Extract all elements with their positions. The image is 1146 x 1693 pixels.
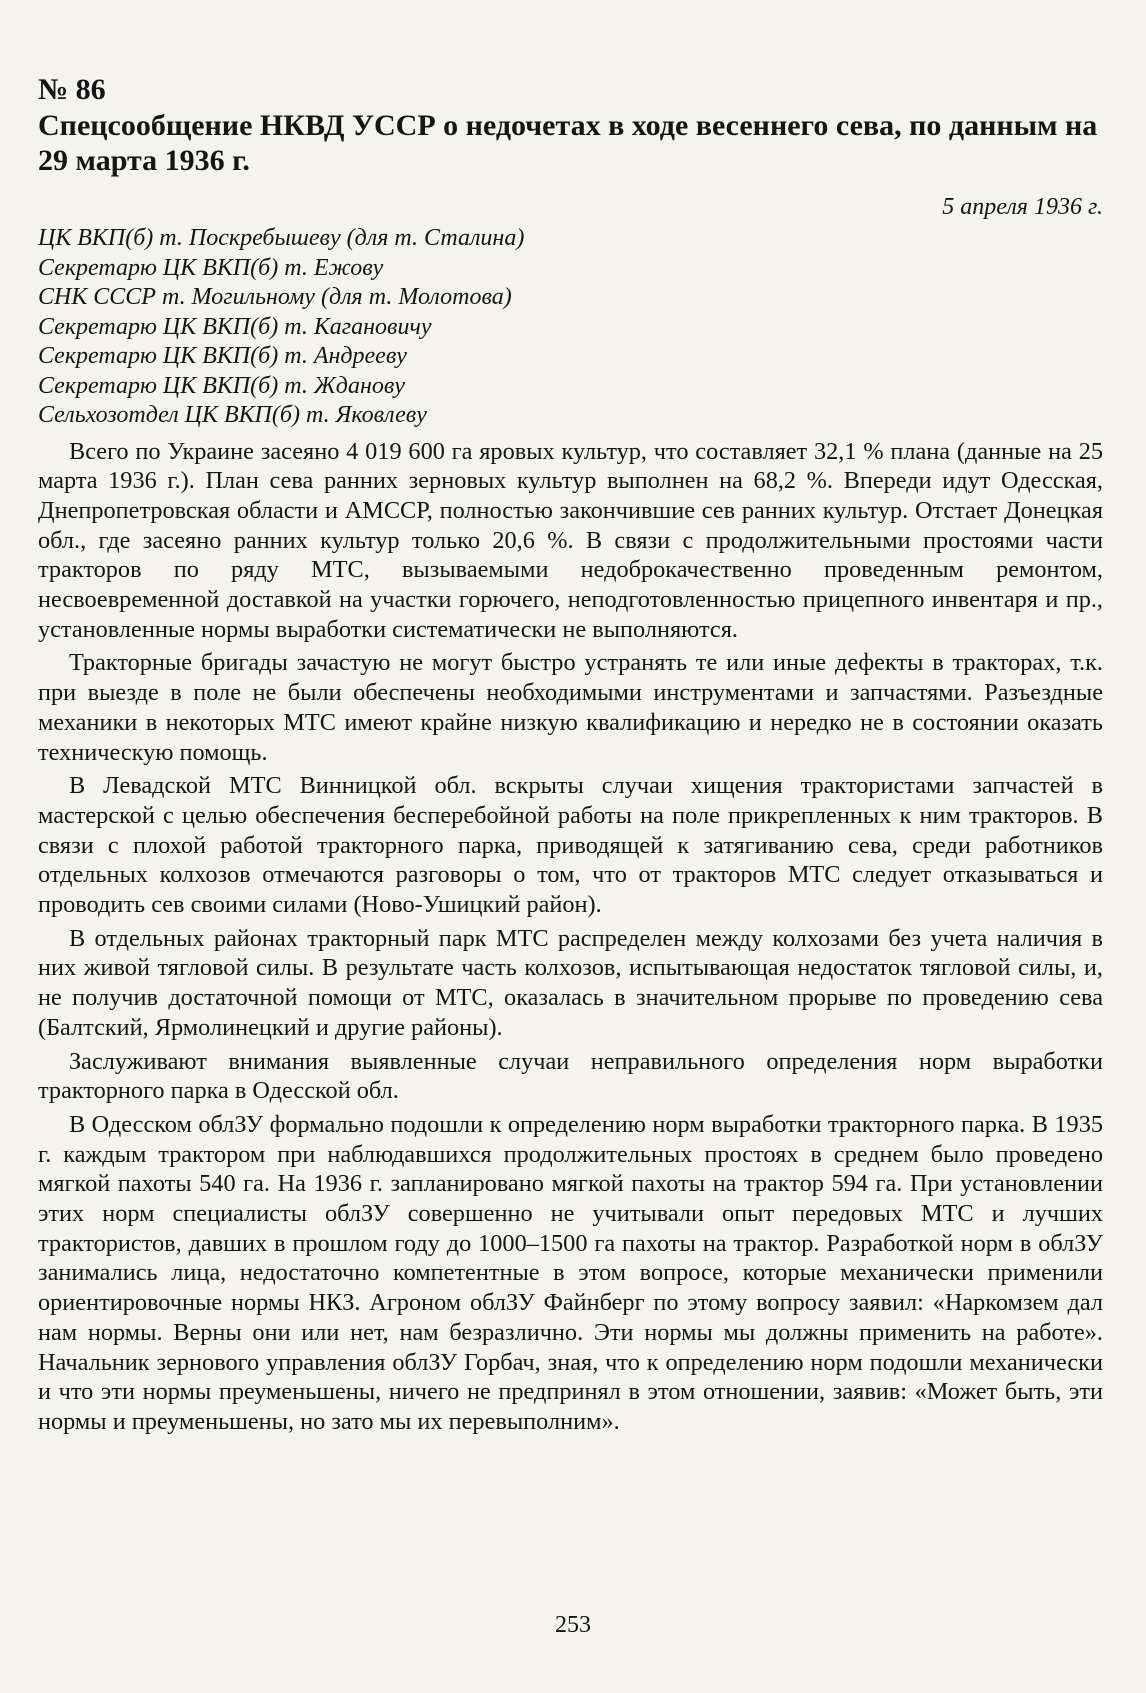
body-paragraph: Всего по Украине засеяно 4 019 600 га яровых культур, что составляет 32,1 % плана (данные на 25 марта 1936 г.). План сева ранних зерновых культур выполнен на 68,2 %. Впереди идут Одесская, Днепропетровская области и АМССР, полностью закончившие сев ранних культур. Отстает Донецкая обл., где засеяно ранних культур только 20,6 %. В связи с продолжительными простоями части тракторов по ряду МТС, вызываемыми недоброкачественно проведенным ремонтом, несвоевременной доставкой на участки горючего, неподготовленностью прицепного инвентаря и пр., установленные нормы выработки систематически не выполняются. <box>38 437 1103 643</box>
body-paragraph: Заслуживают внимания выявленные случаи неправильного определения норм выработки тракторного парка в Одесской обл. <box>38 1047 1103 1105</box>
document-body <box>38 72 1103 1441</box>
recipient: Секретарю ЦК ВКП(б) т. Ежову <box>38 254 384 281</box>
body-paragraph: В отдельных районах тракторный парк МТС распределен между колхозами без учета наличия в них живой тягловой силы. В результате часть колхозов, испытывающая недостаток тягловой силы, и, не получив достаточной помощи от МТС, оказалась в значительном прорыве по проведению сева (Балтский, Ярмолинецкий и другие районы). <box>38 924 1103 1041</box>
page-number: 253 <box>555 1612 591 1638</box>
recipient: ЦК ВКП(б) т. Поскребышеву (для т. Сталина) <box>38 225 525 251</box>
document-date: 5 апреля 1936 г. <box>942 194 1103 220</box>
document-title: Спецсообщение НКВД УССР о недочетах в ходе весеннего сева, по данным на 29 марта 1936 г. <box>38 109 1098 177</box>
body-paragraph: В Одесском облЗУ формально подошли к определению норм выработки тракторного парка. В 1935 г. каждым трактором при наблюдавшихся продолжительных простоях в среднем было проведено мягкой пахоты 540 га. На 1936 г. запланировано мягкой пахоты на трактор 594 га. При установлении этих норм специалисты облЗУ совершенно не учитывали опыт передовых МТС и лучших трактористов, давших в прошлом году до 1000–1500 га пахоты на трактор. Разработкой норм в облЗУ занимались лица, недостаточно компетентные в этом вопросе, которые механически применили ориентировочные нормы НКЗ. Агроном облЗУ Файнберг по этому вопросу заявил: «Наркомзем дал нам нормы. Верны они или нет, нам безразлично. Эти нормы мы должны применить на работе». Начальник зернового управления облЗУ Горбач, зная, что к определению норм подошли механически и что эти нормы преуменьшены, ничего не предпринял в этом отношении, заявив: «Может быть, эти нормы и преуменьшены, но зато мы их перевыполним». <box>38 1110 1103 1435</box>
recipient: Секретарю ЦК ВКП(б) т. Кагановичу <box>38 313 432 340</box>
recipient: СНК СССР т. Могильному (для т. Молотова) <box>38 284 512 310</box>
recipient-list <box>38 224 1103 431</box>
recipient: Секретарю ЦК ВКП(б) т. Жданову <box>38 372 405 399</box>
recipient: Секретарю ЦК ВКП(б) т. Андрееву <box>38 343 407 369</box>
body-paragraph: В Левадской МТС Винницкой обл. вскрыты случаи хищения трактористами запчастей в мастерской с целью обеспечения бесперебойной работы на поле прикрепленных к ним тракторов. В связи с плохой работой тракторного парка, приводящей к затягиванию сева, среди работников отдельных колхозов отмечаются разговоры о том, что от тракторов МТС следует отказываться и проводить сев своими силами (Ново-Ушицкий район). <box>38 772 1103 919</box>
document-number: № 86 <box>38 73 106 106</box>
body-paragraph: Тракторные бригады зачастую не могут быстро устранять те или иные дефекты в тракторах, т.к. при выезде в поле не были обеспечены необходимыми инструментами и запчастями. Разъездные механики в некоторых МТС имеют крайне низкую квалификацию и нередко не в состоянии оказать техническую помощь. <box>38 649 1103 766</box>
recipient: Сельхозотдел ЦК ВКП(б) т. Яковлеву <box>38 402 427 428</box>
